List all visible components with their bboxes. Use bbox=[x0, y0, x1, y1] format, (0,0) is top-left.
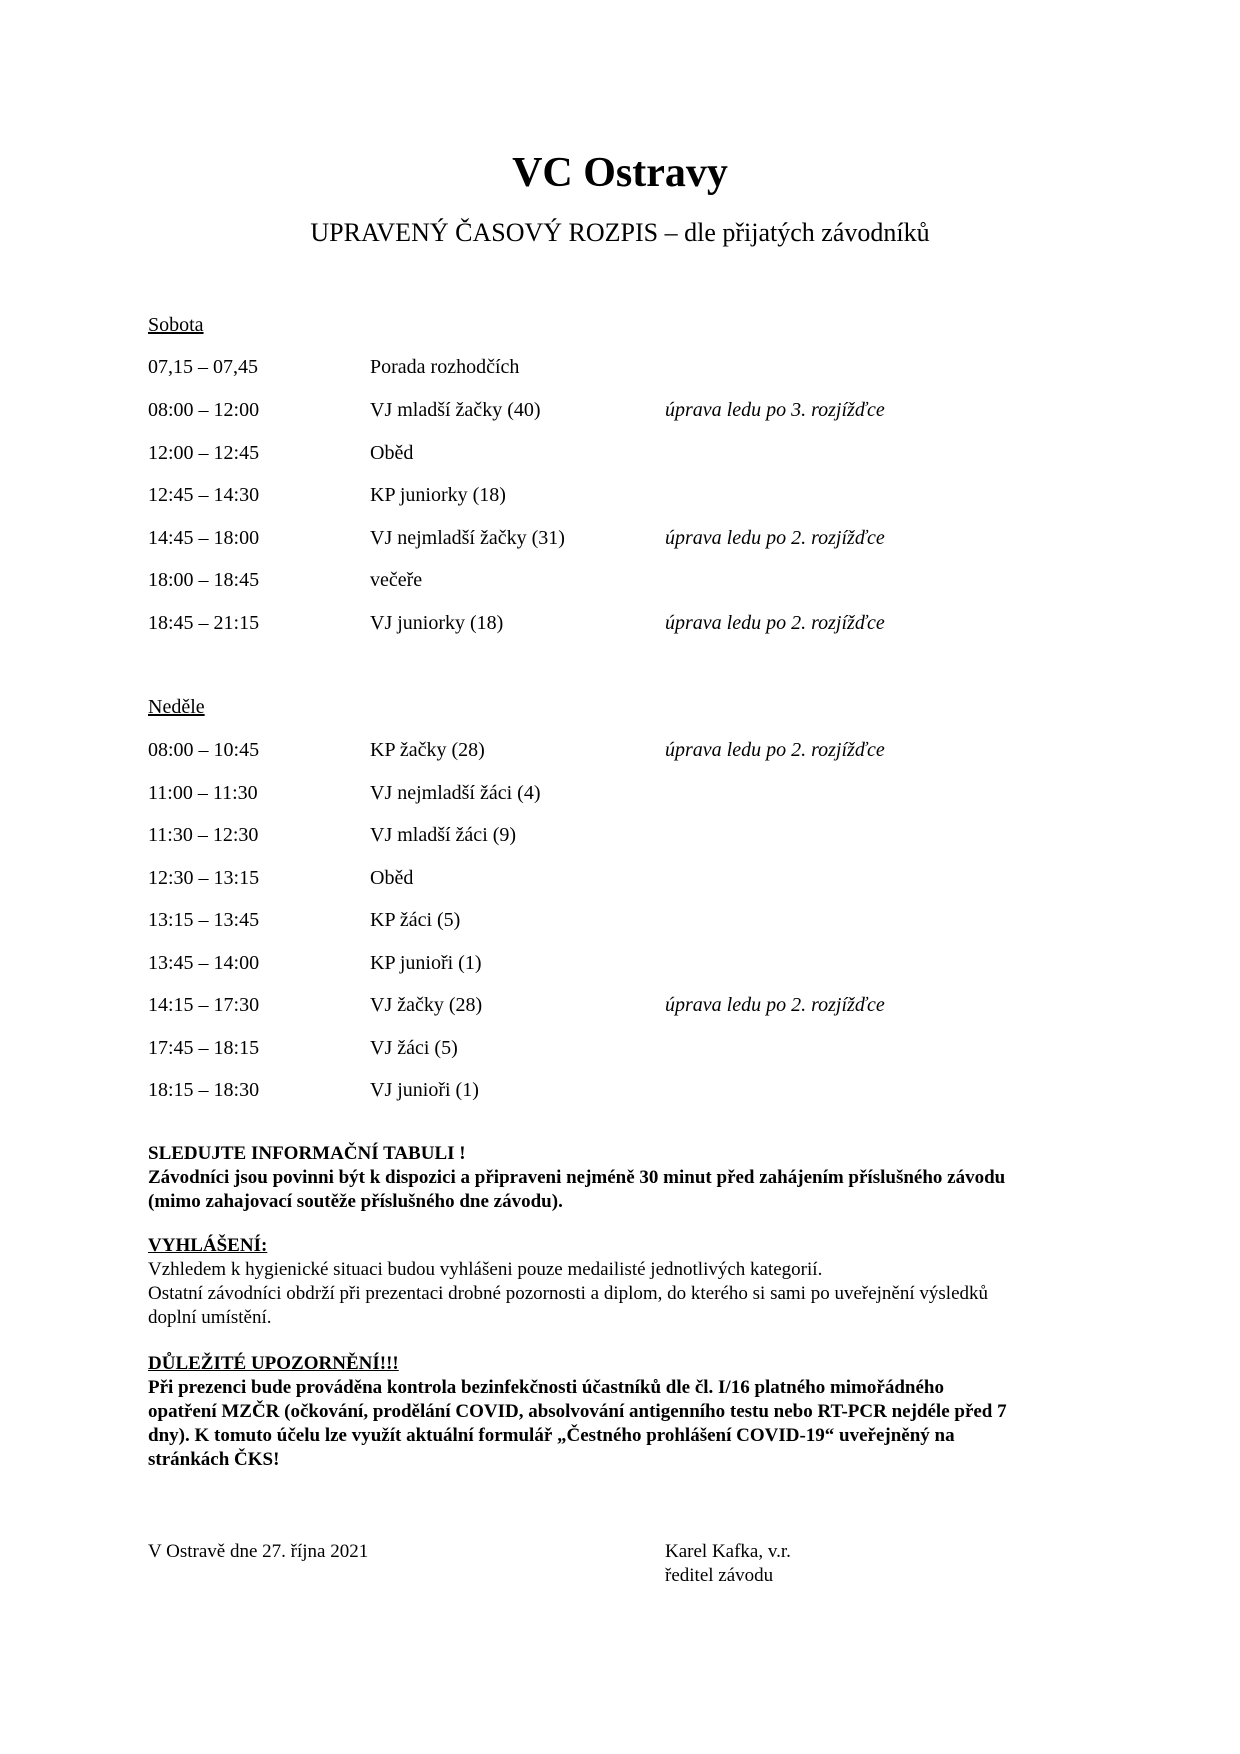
announcement-line: Vzhledem k hygienické situaci budou vyhlášeni pouze medailisté jednotlivých kategorií. bbox=[148, 1259, 823, 1280]
row-time: 17:45 – 18:15 bbox=[148, 1037, 260, 1059]
row-time: 12:30 – 13:15 bbox=[148, 867, 260, 889]
row-time: 18:45 – 21:15 bbox=[148, 612, 260, 634]
row-event: VJ žačky (28) bbox=[370, 994, 483, 1016]
row-time: 08:00 – 12:00 bbox=[148, 399, 260, 421]
row-time: 12:00 – 12:45 bbox=[148, 442, 260, 464]
row-event: KP juniorky (18) bbox=[370, 484, 506, 506]
schedule-row bbox=[148, 567, 1108, 593]
schedule-row bbox=[148, 865, 1108, 891]
schedule-row bbox=[148, 525, 1108, 551]
row-event: VJ nejmladší žačky (31) bbox=[370, 527, 565, 549]
notice-line: (mimo zahajovací soutěže příslušného dne závodu). bbox=[148, 1191, 563, 1212]
notice-line: Závodníci jsou povinni být k dispozici a připraveni nejméně 30 minut před zahájením příslušného závodu bbox=[148, 1167, 1006, 1188]
row-time: 14:15 – 17:30 bbox=[148, 994, 260, 1016]
row-event: VJ juniorky (18) bbox=[370, 612, 504, 634]
warning-line: Při prezenci bude prováděna kontrola bezinfekčnosti účastníků dle čl. I/16 platného mimořádného bbox=[148, 1377, 944, 1398]
place-date: V Ostravě dne 27. října 2021 bbox=[148, 1541, 369, 1562]
announcement-heading: VYHLÁŠENÍ: bbox=[148, 1235, 268, 1256]
row-note: úprava ledu po 2. rozjížďce bbox=[665, 739, 885, 761]
schedule-row bbox=[148, 737, 1108, 763]
row-event: Oběd bbox=[370, 867, 414, 889]
row-time: 18:00 – 18:45 bbox=[148, 569, 260, 591]
row-time: 13:15 – 13:45 bbox=[148, 909, 260, 931]
warning-block bbox=[148, 1352, 1098, 1472]
schedule-row bbox=[148, 992, 1108, 1018]
schedule-row bbox=[148, 780, 1108, 806]
schedule-row bbox=[148, 907, 1108, 933]
row-event: KP žáci (5) bbox=[370, 909, 461, 931]
announcement-line: Ostatní závodníci obdrží při prezentaci drobné pozornosti a diplom, do kterého si sami po uveřejnění výsledků bbox=[148, 1283, 988, 1304]
announcement-block bbox=[148, 1234, 1098, 1330]
row-note: úprava ledu po 2. rozjížďce bbox=[665, 612, 885, 634]
schedule-row bbox=[148, 610, 1108, 636]
row-time: 07,15 – 07,45 bbox=[148, 356, 258, 378]
document-title: VC Ostravy bbox=[512, 150, 728, 196]
row-event: Porada rozhodčích bbox=[370, 356, 520, 378]
document-subtitle: UPRAVENÝ ČASOVÝ ROZPIS – dle přijatých závodníků bbox=[310, 218, 930, 247]
schedule-row bbox=[148, 1077, 1108, 1103]
day-label-sunday: Neděle bbox=[148, 696, 205, 718]
warning-line: opatření MZČR (očkování, prodělání COVID, absolvování antigenního testu nebo RT-PCR nejdéle před 7 bbox=[148, 1401, 1007, 1422]
schedule-row bbox=[148, 354, 1108, 380]
row-event: KP žačky (28) bbox=[370, 739, 485, 761]
schedule-row bbox=[148, 397, 1108, 423]
row-event: VJ nejmladší žáci (4) bbox=[370, 782, 541, 804]
row-event: VJ junioři (1) bbox=[370, 1079, 479, 1101]
row-note: úprava ledu po 2. rozjížďce bbox=[665, 527, 885, 549]
row-time: 13:45 – 14:00 bbox=[148, 952, 260, 974]
row-event: VJ žáci (5) bbox=[370, 1037, 458, 1059]
schedule-row bbox=[148, 1035, 1108, 1061]
row-event: VJ mladší žáci (9) bbox=[370, 824, 517, 846]
row-event: KP junioři (1) bbox=[370, 952, 482, 974]
row-note: úprava ledu po 3. rozjížďce bbox=[665, 399, 885, 421]
row-time: 12:45 – 14:30 bbox=[148, 484, 260, 506]
signer-role: ředitel závodu bbox=[665, 1565, 774, 1586]
day-label-saturday: Sobota bbox=[148, 314, 204, 336]
schedule-row bbox=[148, 950, 1108, 976]
schedule-row bbox=[148, 440, 1108, 466]
announcement-line: doplní umístění. bbox=[148, 1307, 272, 1328]
row-time: 11:30 – 12:30 bbox=[148, 824, 259, 846]
schedule-row bbox=[148, 822, 1108, 848]
row-event: večeře bbox=[370, 569, 423, 591]
row-event: Oběd bbox=[370, 442, 414, 464]
warning-heading: DŮLEŽITÉ UPOZORNĚNÍ!!! bbox=[148, 1353, 399, 1374]
row-time: 11:00 – 11:30 bbox=[148, 782, 258, 804]
notice-heading: SLEDUJTE INFORMAČNÍ TABULI ! bbox=[148, 1143, 466, 1164]
signature-block bbox=[665, 1540, 791, 1588]
row-time: 14:45 – 18:00 bbox=[148, 527, 260, 549]
row-event: VJ mladší žačky (40) bbox=[370, 399, 541, 421]
warning-line: stránkách ČKS! bbox=[148, 1449, 280, 1470]
notice-block bbox=[148, 1142, 1098, 1214]
row-time: 18:15 – 18:30 bbox=[148, 1079, 260, 1101]
row-time: 08:00 – 10:45 bbox=[148, 739, 260, 761]
warning-line: dny). K tomuto účelu lze využít aktuální formulář „Čestného prohlášení COVID-19“ uveřejněný na bbox=[148, 1425, 955, 1446]
schedule-row bbox=[148, 482, 1108, 508]
signer-name: Karel Kafka, v.r. bbox=[665, 1541, 791, 1562]
row-note: úprava ledu po 2. rozjížďce bbox=[665, 994, 885, 1016]
